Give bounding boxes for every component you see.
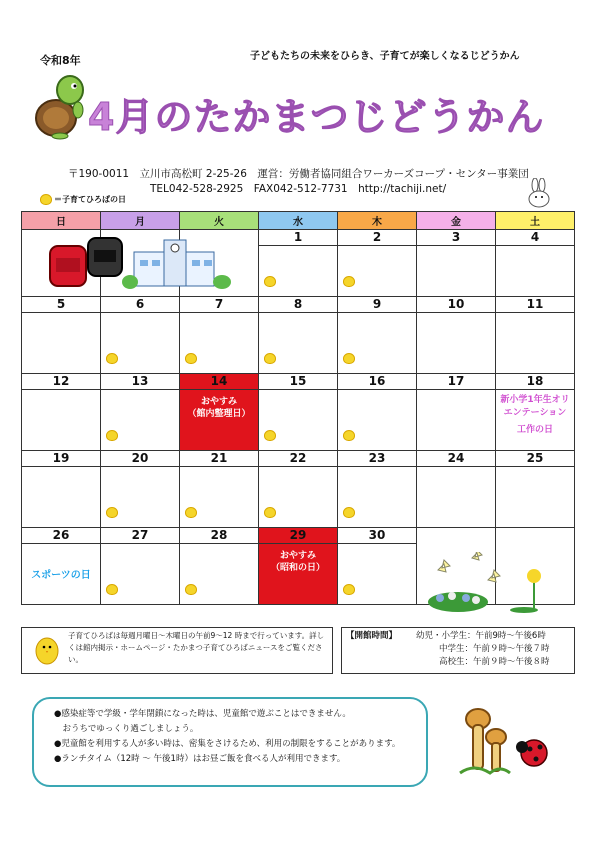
hours-line: 幼児・小学生：午前9時～午後6時 [416,631,546,641]
day-number: 3 [417,230,495,246]
day-number: 28 [180,528,258,544]
calendar-day-cell [259,451,338,528]
day-number: 25 [496,451,574,467]
weekday-header: 土 [496,212,575,230]
chick-icon [343,430,355,441]
chick-icon [264,430,276,441]
chick-icon [34,634,60,666]
hours-line: 中学生：午前９時～午後７時 [439,644,550,654]
page-title: 4月のたかまつじどうかん [88,95,545,139]
day-number: 7 [180,297,258,313]
hours-line: 高校生：午前９時～午後８時 [439,657,550,667]
day-number: 12 [22,374,100,390]
calendar-day-cell [338,230,417,297]
chick-icon [106,430,118,441]
event-label: 工作の日 [516,425,553,435]
calendar-day-cell [338,297,417,374]
calendar-day-cell [101,451,180,528]
calendar-day-cell [259,297,338,374]
event-label: おやすみ [200,397,237,407]
day-number: 23 [338,451,416,467]
note-item: ●児童館を利用する人が多い時は、密集をさけるため、利用の制限をすることがあります。 [54,739,401,749]
chick-icon [106,584,118,595]
day-number: 14 [180,374,258,390]
school-illustration [24,232,254,294]
day-number: 29 [259,528,337,544]
calendar-day-cell [22,374,101,451]
weekday-header: 月 [101,212,180,230]
hours-box [341,627,575,674]
day-number: 10 [417,297,495,313]
calendar-day-cell [417,230,496,297]
day-number: 4 [496,230,574,246]
day-number: 22 [259,451,337,467]
weekday-header: 水 [259,212,338,230]
calendar-day-cell [496,374,575,451]
calendar-day-cell [338,451,417,528]
day-number: 8 [259,297,337,313]
notes-box [32,697,428,787]
day-number: 15 [259,374,337,390]
event-label: （館内整理日） [187,409,251,419]
address-line: 〒190-0011 立川市高松町 2-25-26 運営：労働者協同組合ワーカーズコープ・センター事業団 [68,168,529,180]
mushroom-ladybug-illustration [456,707,556,779]
flowers-illustration [418,552,573,614]
calendar-day-cell [101,374,180,451]
day-number: 16 [338,374,416,390]
calendar-day-cell [180,374,259,451]
weekday-header: 火 [180,212,259,230]
day-number: 19 [22,451,100,467]
day-number: 24 [417,451,495,467]
calendar-day-cell [259,528,338,605]
chick-icon [40,194,52,205]
contact-line: TEL042-528-2925 FAX042-512-7731 http://tachiji.net/ [150,183,447,195]
chick-icon [343,276,355,287]
event-label: 新小学1年生オリエンテーション [500,395,570,418]
chick-icon [106,507,118,518]
calendar-day-cell [259,230,338,297]
chick-icon [185,353,197,364]
day-number: 30 [338,528,416,544]
calendar-week-row [22,451,575,528]
notes-list [44,707,426,767]
calendar-day-cell [101,297,180,374]
info-box [21,627,333,674]
chick-icon [106,353,118,364]
chick-icon [185,584,197,595]
calendar-day-cell [338,528,417,605]
weekday-header: 木 [338,212,417,230]
day-number: 11 [496,297,574,313]
calendar-day-cell [22,451,101,528]
calendar-day-cell [417,374,496,451]
day-number: 6 [101,297,179,313]
weekday-header-row [22,212,575,230]
day-number: 1 [259,230,337,246]
day-number: 2 [338,230,416,246]
calendar-day-cell [496,230,575,297]
day-number: 27 [101,528,179,544]
legend [40,194,126,205]
calendar-day-cell [180,451,259,528]
day-number: 5 [22,297,100,313]
calendar-day-cell [101,528,180,605]
event-label: おやすみ [279,551,316,561]
weekday-header: 日 [22,212,101,230]
calendar-day-cell [338,374,417,451]
turtle-illustration [30,70,88,140]
era-label: 令和8年 [40,54,81,67]
event-label: スポーツの日 [31,570,91,581]
chick-icon [343,507,355,518]
chick-icon [343,353,355,364]
day-number: 18 [496,374,574,390]
calendar-day-cell [417,451,496,528]
legend-label: ＝子育てひろばの日 [54,195,126,204]
chick-icon [185,507,197,518]
day-number: 26 [22,528,100,544]
day-number: 13 [101,374,179,390]
calendar-day-cell [22,528,101,605]
rabbit-illustration [524,178,554,208]
calendar-day-cell [259,374,338,451]
day-number: 17 [417,374,495,390]
calendar-day-cell [180,528,259,605]
calendar-day-cell [180,297,259,374]
note-item: おうちでゆっくり過ごしましょう。 [54,724,199,734]
calendar-week-row [22,374,575,451]
calendar-week-row [22,297,575,374]
calendar-day-cell [496,451,575,528]
day-number: 21 [180,451,258,467]
note-item: ●ランチタイム（12時 ～ 午後1時）はお昼ご飯を食べる人が利用できます。 [54,754,346,764]
note-item: ●感染症等で学級・学年閉鎖になった時は、児童館で遊ぶことはできません。 [54,709,351,719]
calendar-day-cell [22,297,101,374]
event-label: （昭和の日） [270,563,325,573]
day-number: 9 [338,297,416,313]
chick-icon [264,276,276,287]
calendar-day-cell [417,297,496,374]
info-text: 子育てひろばは毎週月曜日～木曜日の午前9～12 時まで行っています。詳しくは館内掲示・ホームページ・たかまつ子育てひろばニュースをご覧ください。 [68,631,325,664]
chick-icon [264,353,276,364]
tagline: 子どもたちの未来をひらき、子育てが楽しくなるじどうかん [250,51,520,62]
chick-icon [343,584,355,595]
calendar-day-cell [496,297,575,374]
hours-label: 【開館時間】 [346,631,398,641]
day-number: 20 [101,451,179,467]
weekday-header: 金 [417,212,496,230]
chick-icon [264,507,276,518]
